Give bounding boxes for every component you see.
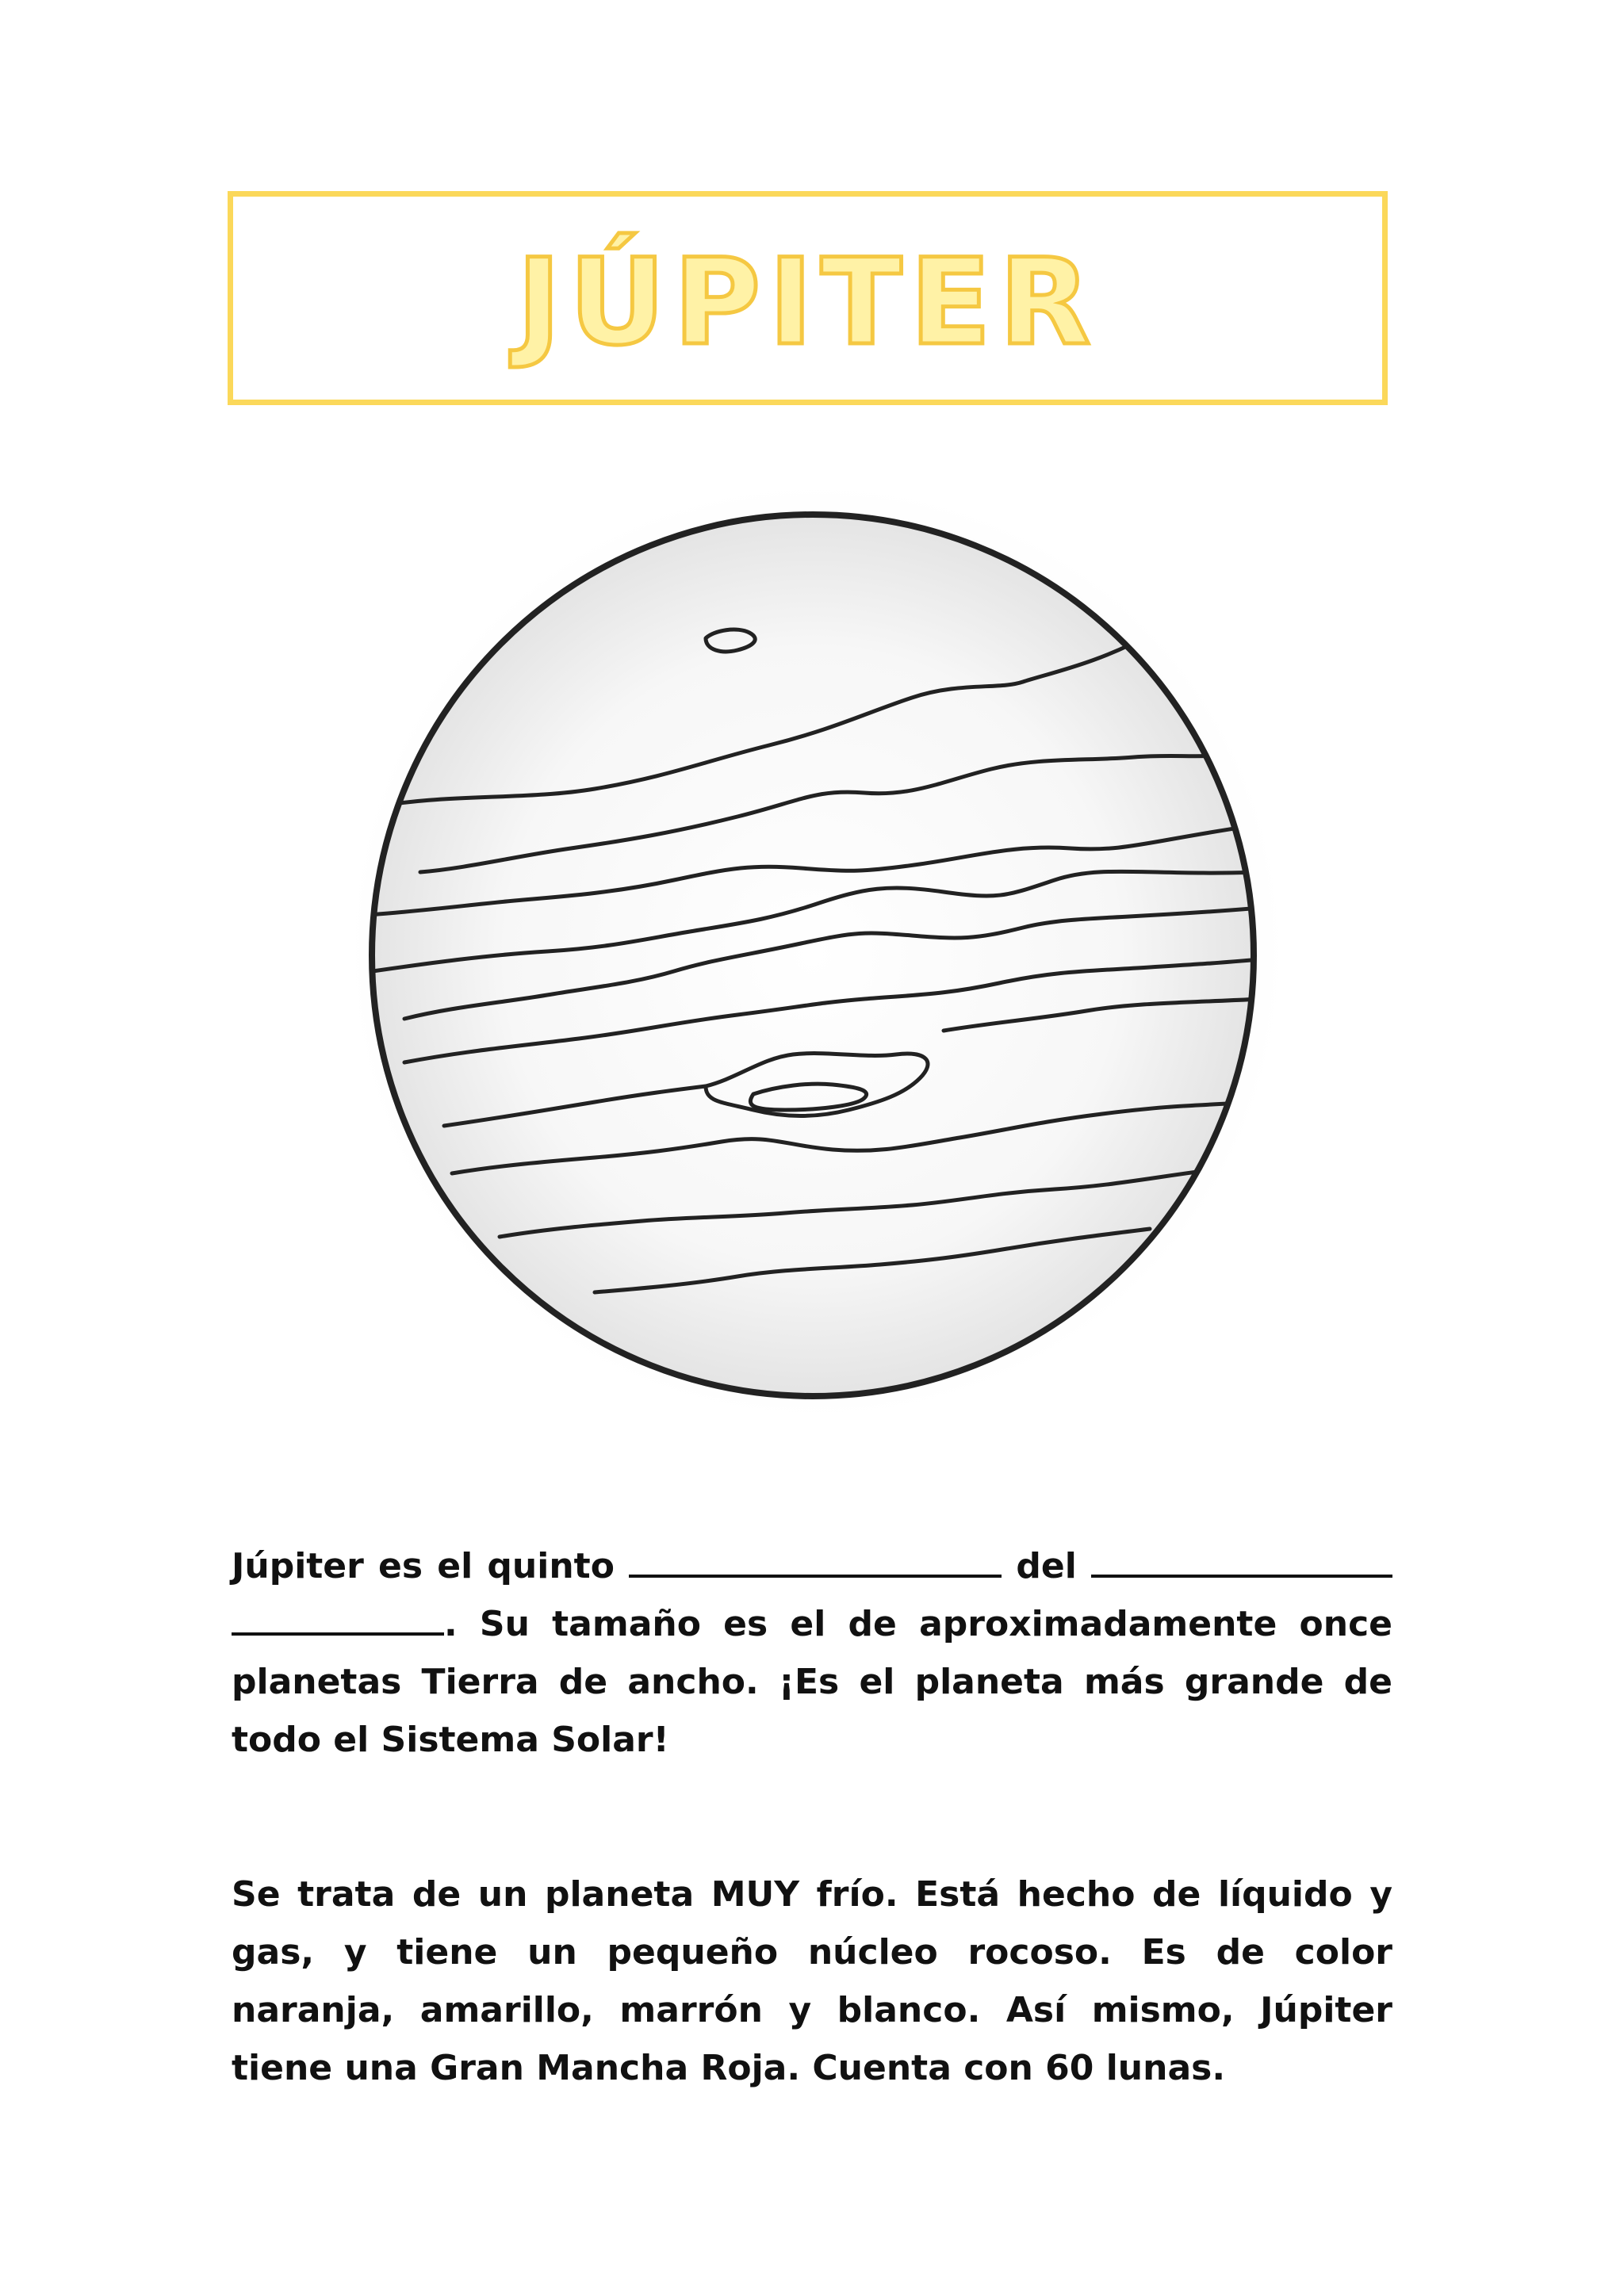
paragraph-intro-part1: Júpiter es el quinto: [232, 1546, 630, 1586]
fill-blank-2[interactable]: [1091, 1540, 1392, 1578]
paragraph-description: Se trata de un planeta MUY frío. Está hecho de líquido y gas, y tiene un pequeño núcleo rocoso. Es de color naranja, amarillo, marrón y blanco. Así mismo, Júpiter tiene una Gran Mancha Roja. Cuenta con 60 lunas.: [232, 1874, 1392, 2088]
jupiter-planet-icon: [262, 476, 1340, 1427]
title-frame: [228, 191, 1388, 405]
page-title: JÚPITER: [516, 234, 1099, 372]
fill-blank-1[interactable]: [629, 1540, 1002, 1578]
fill-blank-3[interactable]: [232, 1598, 444, 1636]
paragraph-intro-part2: del: [1002, 1546, 1091, 1586]
paragraph-intro: [232, 1537, 1392, 1769]
paragraph-intro-part3: . Su tamaño es el de aproximadamente once planetas Tierra de ancho. ¡Es el planeta más grande de todo el Sistema Solar!: [232, 1604, 1392, 1760]
